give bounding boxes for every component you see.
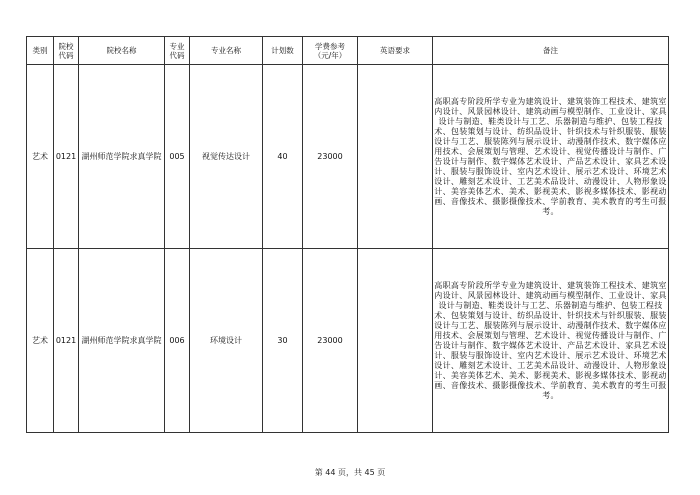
cell-tuition: 23000 (303, 65, 358, 249)
cell-plan-count: 30 (263, 249, 303, 433)
cell-remark: 高职高专阶段所学专业为建筑设计、建筑装饰工程技术、建筑室内设计、风景园林设计、建筑动画与模型制作、工业设计、家具设计与制造、鞋类设计与工艺、乐器制造与维护、包装工程技术、包装策划与设计、纺织品设计、针织技术与针织服装、服装设计与工艺、服装陈列与展示设计、动漫制作技术、数字媒体应用技术、会展策划与管理、艺术设计、视觉传播设计与制作、广告设计与制作、数字媒体艺术设计、产品艺术设计、家具艺术设计、服装与服饰设计、室内艺术设计、展示艺术设计、环境艺术设计、雕刻艺术设计、工艺美术品设计、动漫设计、人物形象设计、美容美体艺术、美术、影视美术、影视多媒体技术、影视动画、音像技术、摄影摄像技术、学前教育、美术教育的考生可报考。 (433, 65, 669, 249)
header-plan-count: 计划数 (263, 37, 303, 65)
header-major-code: 专业 代码 (165, 37, 190, 65)
cell-major-code: 006 (165, 249, 190, 433)
cell-major-code: 005 (165, 65, 190, 249)
admission-plan-page (26, 36, 668, 433)
cell-major-name: 环境设计 (190, 249, 263, 433)
cell-plan-count: 40 (263, 65, 303, 249)
table-row (27, 65, 669, 249)
table-header-row (27, 37, 669, 65)
page-number: 第 44 页，共 45 页 (314, 468, 386, 477)
cell-major-name: 视觉传达设计 (190, 65, 263, 249)
cell-school-code: 0121 (54, 65, 79, 249)
header-remark: 备注 (433, 37, 669, 65)
cell-english (358, 249, 433, 433)
cell-school-code: 0121 (54, 249, 79, 433)
cell-school-name: 湖州师范学院求真学院 (79, 249, 165, 433)
header-school-name: 院校名称 (79, 37, 165, 65)
header-category: 类别 (27, 37, 54, 65)
cell-school-name: 湖州师范学院求真学院 (79, 65, 165, 249)
cell-category: 艺术 (27, 65, 54, 249)
cell-remark: 高职高专阶段所学专业为建筑设计、建筑装饰工程技术、建筑室内设计、风景园林设计、建筑动画与模型制作、工业设计、家具设计与制造、鞋类设计与工艺、乐器制造与维护、包装工程技术、包装策划与设计、纺织品设计、针织技术与针织服装、服装设计与工艺、服装陈列与展示设计、动漫制作技术、数字媒体应用技术、会展策划与管理、艺术设计、视觉传播设计与制作、广告设计与制作、数字媒体艺术设计、产品艺术设计、家具艺术设计、服装与服饰设计、室内艺术设计、展示艺术设计、环境艺术设计、雕刻艺术设计、工艺美术品设计、动漫设计、人物形象设计、美容美体艺术、美术、影视美术、影视多媒体技术、影视动画、音像技术、摄影摄像技术、学前教育、美术教育的考生可报考。 (433, 249, 669, 433)
header-school-code: 院校 代码 (54, 37, 79, 65)
header-major-name: 专业名称 (190, 37, 263, 65)
table-row (27, 249, 669, 433)
header-tuition: 学费参考 （元/年） (303, 37, 358, 65)
cell-tuition: 23000 (303, 249, 358, 433)
cell-english (358, 65, 433, 249)
header-english: 英语要求 (358, 37, 433, 65)
cell-category: 艺术 (27, 249, 54, 433)
admission-plan-table (26, 36, 669, 433)
